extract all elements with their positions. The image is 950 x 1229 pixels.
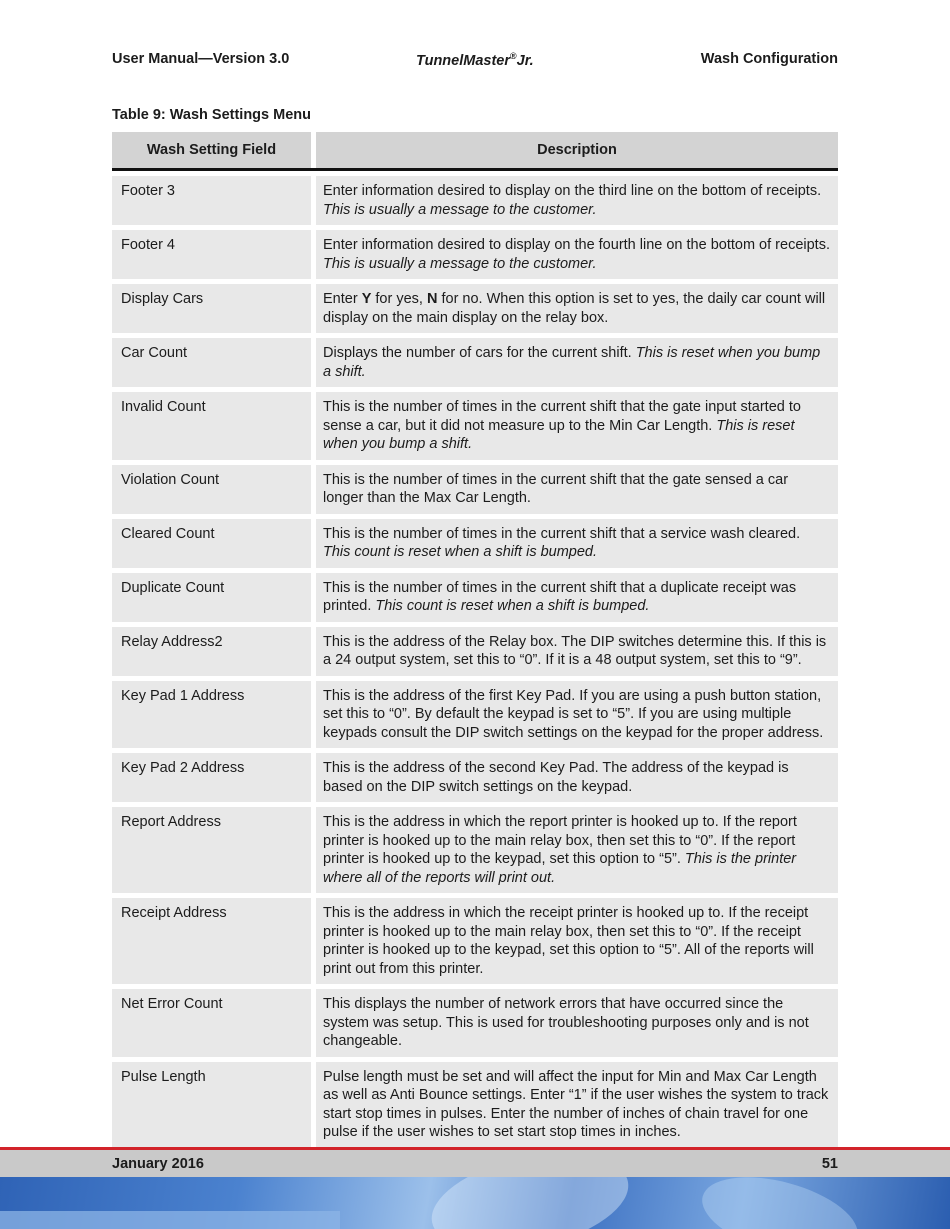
- setting-description: [316, 284, 838, 333]
- setting-description: [316, 898, 838, 984]
- product-name-suffix: Jr.: [516, 52, 534, 69]
- setting-description: [316, 338, 838, 387]
- footer-decorative-image: [0, 1177, 950, 1229]
- footer-swirl: [694, 1177, 867, 1229]
- table-row: [112, 284, 838, 333]
- description-text: Pulse length must be set and will affect the input for Min and Max Car Length as well as Anti Bounce settings. Enter “1” if the user wishes the system to track start stop times in pulses. Enter the number of inches of chain travel for one pulse if the user wishes to set start stop times in inches.: [323, 1068, 829, 1140]
- setting-field-name: Violation Count: [112, 465, 311, 514]
- description-note: This is reset when you bump a shift.: [323, 417, 795, 452]
- footer-swirl: [423, 1177, 637, 1229]
- page-header: [112, 51, 838, 71]
- page-number: 51: [821, 1156, 838, 1172]
- setting-field-name: Footer 4: [112, 230, 311, 279]
- description-text: Displays the number of cars for the current shift.: [323, 345, 632, 361]
- description-text: This is the address in which the report printer is hooked up to. If the report printer is hooked up to the main relay box, then set this to “0”. If the report printer is hooked up to the keypad, set this option to “5”.: [323, 814, 797, 867]
- table-row: [112, 898, 838, 984]
- description-text: Enter information desired to display on the fourth line on the bottom of receipts.: [323, 237, 830, 253]
- table-row: [112, 465, 838, 514]
- option-key: N: [426, 291, 438, 307]
- description-text: for yes,: [371, 291, 427, 307]
- setting-field-name: Footer 3: [112, 176, 311, 225]
- setting-field-name: Key Pad 1 Address: [112, 681, 311, 749]
- description-note: This count is reset when a shift is bumped.: [375, 598, 650, 614]
- description-text: Enter: [323, 291, 362, 307]
- table-row: [112, 230, 838, 279]
- description-note: This is usually a message to the customer.: [323, 201, 597, 218]
- table-row: [112, 519, 838, 568]
- setting-field-name: Duplicate Count: [112, 573, 311, 622]
- description-text: This is the address of the first Key Pad. If you are using a push button station, set this to “0”. By default the keypad is set to “5”. If you are using multiple keypads consult the DIP switch settings on the keypad for the proper address.: [323, 687, 824, 741]
- setting-description: [316, 573, 838, 622]
- option-key: Y: [361, 291, 372, 307]
- setting-field-name: Invalid Count: [112, 392, 311, 460]
- table-row: [112, 573, 838, 622]
- description-text: This is the number of times in the current shift that the gate sensed a car longer than the Max Car Length.: [323, 471, 789, 506]
- table-title: Table 9: Wash Settings Menu: [112, 107, 311, 123]
- setting-description: [316, 753, 838, 802]
- setting-description: [316, 989, 838, 1057]
- description-text: for no. When this option is set to yes, the daily car count will display on the main display on the relay box.: [323, 291, 826, 326]
- setting-description: [316, 176, 838, 225]
- description-text: This is the address of the Relay box. The DIP switches determine this. If this is a 24 output system, set this to “0”. If it is a 48 output system, set this to “9”.: [323, 633, 827, 668]
- setting-description: [316, 807, 838, 893]
- setting-description: [316, 465, 838, 514]
- table-row: [112, 753, 838, 802]
- product-name-main: TunnelMaster: [416, 52, 511, 69]
- table-row: [112, 681, 838, 749]
- table-row: [112, 1062, 838, 1148]
- setting-field-name: Net Error Count: [112, 989, 311, 1057]
- table-body: [112, 176, 838, 1148]
- setting-description: [316, 1062, 838, 1148]
- product-name: [416, 51, 534, 69]
- table-row: [112, 392, 838, 460]
- description-text: This is the address of the second Key Pad. The address of the keypad is based on the DIP switch settings on the keypad.: [323, 760, 789, 795]
- setting-description: [316, 627, 838, 676]
- setting-field-name: Relay Address2: [112, 627, 311, 676]
- table-row: [112, 338, 838, 387]
- footer-date: January 2016: [112, 1156, 204, 1172]
- description-text: This is the number of times in the current shift that a duplicate receipt was printed.: [323, 579, 797, 614]
- description-text: This displays the number of network errors that have occurred since the system was setup. This is used for troubleshooting purposes only and is not changeable.: [323, 996, 809, 1049]
- registered-mark: ®: [510, 51, 517, 61]
- description-note: This count is reset when a shift is bumped.: [323, 544, 598, 560]
- setting-description: [316, 230, 838, 279]
- description-note: This is usually a message to the customer.: [323, 255, 597, 272]
- table-row: [112, 807, 838, 893]
- manual-version: User Manual—Version 3.0: [112, 51, 290, 67]
- setting-field-name: Display Cars: [112, 284, 311, 333]
- description-text: This is the number of times in the current shift that the gate input started to sense a car, but it did not measure up to the Min Car Length.: [323, 399, 801, 434]
- setting-field-name: Cleared Count: [112, 519, 311, 568]
- description-note: This is reset when you bump a shift.: [323, 345, 821, 380]
- setting-field-name: Car Count: [112, 338, 311, 387]
- setting-description: [316, 681, 838, 749]
- setting-field-name: Key Pad 2 Address: [112, 753, 311, 802]
- setting-field-name: Pulse Length: [112, 1062, 311, 1148]
- wash-settings-table: [112, 132, 838, 1148]
- column-header-field: Wash Setting Field: [112, 132, 311, 168]
- setting-field-name: Report Address: [112, 807, 311, 893]
- setting-description: [316, 519, 838, 568]
- section-title: Wash Configuration: [700, 51, 838, 67]
- table-row: [112, 176, 838, 225]
- description-text: This is the number of times in the current shift that a service wash cleared.: [323, 525, 801, 542]
- description-note: This is the printer where all of the reports will print out.: [323, 851, 797, 886]
- table-header: [112, 132, 838, 171]
- description-text: This is the address in which the receipt printer is hooked up to. If the receipt printer is hooked up to the main relay box, then set this to “0”. If the receipt printer is hooked up to the keypad, set this option to “5”. All of the reports will print out from this printer.: [323, 905, 814, 977]
- table-row: [112, 627, 838, 676]
- description-text: Enter information desired to display on the third line on the bottom of receipts.: [323, 183, 822, 199]
- column-header-description: Description: [316, 132, 838, 168]
- table-row: [112, 989, 838, 1057]
- setting-field-name: Receipt Address: [112, 898, 311, 984]
- footer-band: [0, 1211, 340, 1229]
- setting-description: [316, 392, 838, 460]
